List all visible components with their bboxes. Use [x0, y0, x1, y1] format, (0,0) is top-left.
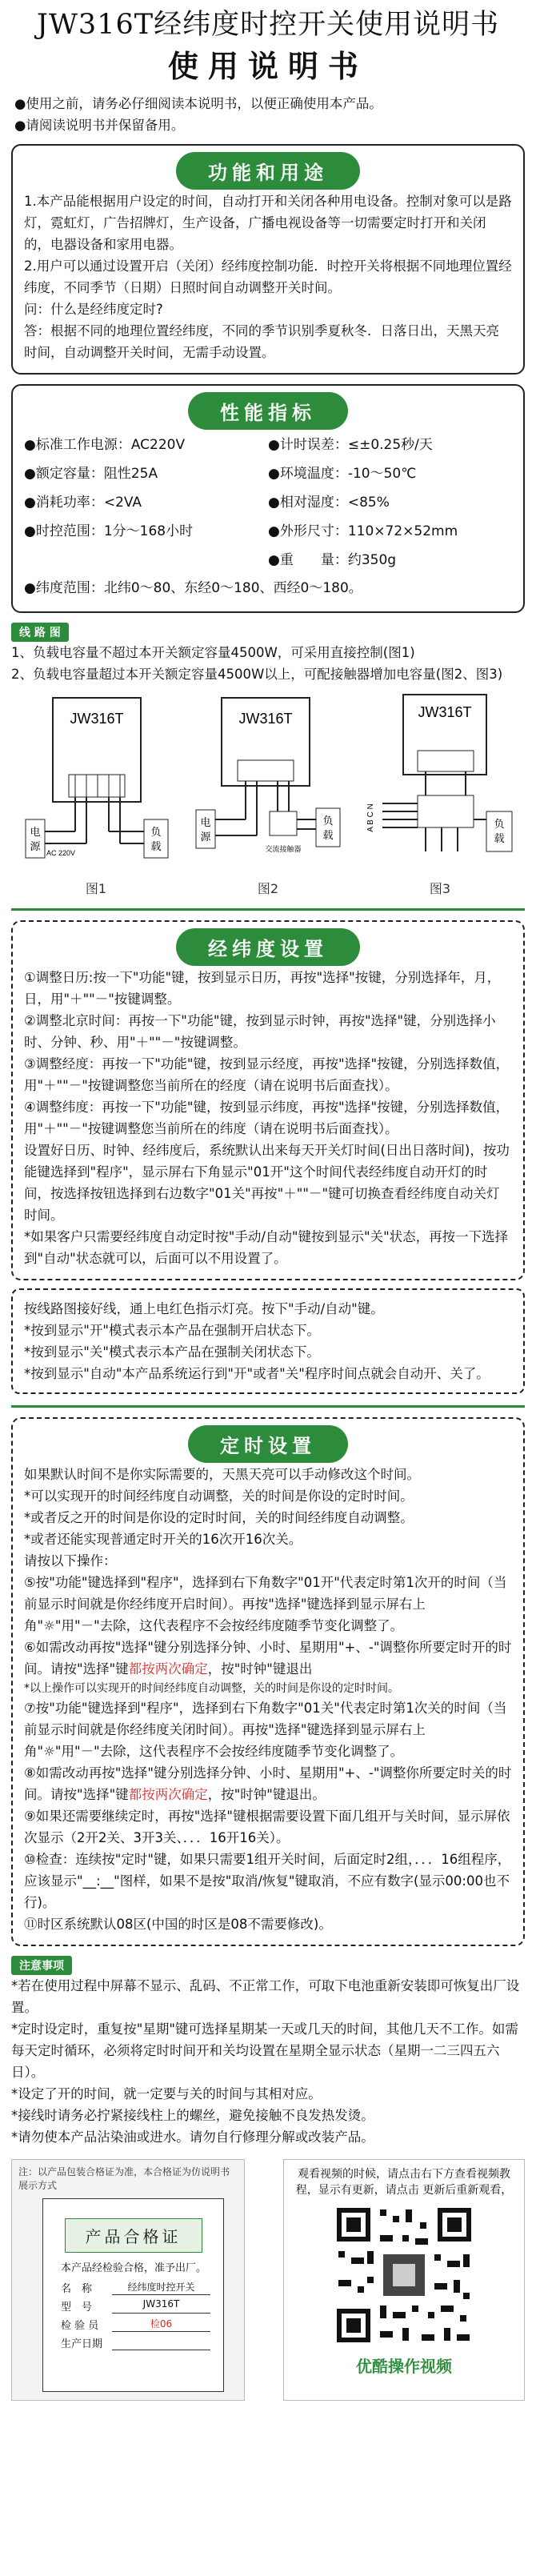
latlon-note: *如果客户只需要经纬度自动定时按"手动/自动"键按到显示"关"状态，再按一下选择到"自动"状态就可以，后面可以不用设置了。: [24, 1229, 509, 1266]
note-item: *若在使用过程中屏幕不显示、乱码、不正常工作，可取下电池重新安装即可恢复出厂设置。: [11, 1978, 520, 2015]
diagram-1-drawing: [18, 691, 174, 875]
spec-item: ●重 量：约350g: [268, 552, 397, 568]
timer-heading: 定时设置: [188, 1425, 348, 1463]
latlon-step: ③调整经度：再按一下"功能"键，按到显示经度，再按"选择"按键，分别选择数值，用"＋""－"按键调整您当前所在的经度（请在说明书后面查找）。: [24, 1056, 510, 1093]
latlon-heading: 经纬度设置: [176, 928, 360, 966]
video-qr[interactable]: [283, 2159, 525, 2401]
note-item: *请勿使本产品沾染油或进水。请勿自行修理分解或改装产品。: [11, 2129, 374, 2145]
diagram-voltage-label: AC 220V: [46, 849, 76, 857]
spec-item: ●外形尺寸：110×72×52mm: [268, 523, 458, 539]
diagram-contactor-label: 交流接触器: [265, 845, 302, 853]
timer-intro: *或者反之开的时间是你设的定时时间，关的时间经纬度自动调整。: [24, 1510, 414, 1525]
notes-tag: 注意事项: [11, 1956, 72, 1975]
note-item: *设定了开的时间，就一定要与关的时间与其相对应。: [11, 2086, 322, 2101]
diagram-2-drawing: [190, 691, 346, 875]
certificate-desc: 本产品经检验合格，准予出厂。: [61, 2262, 207, 2274]
diagram-model-label: JW316T: [70, 711, 124, 727]
manual-line: *按到显示"开"模式表示本产品在强制开启状态下。: [24, 1323, 320, 1338]
bottom-area: [11, 2159, 525, 2401]
wiring-diagram-2: [190, 691, 346, 897]
spec-item: ●额定容量：阻性25A: [24, 466, 158, 482]
timer-intro: *可以实现开的时间经纬度自动调整，关的时间是你设的定时时间。: [24, 1488, 414, 1504]
video-text: 观看视频的时候，请点击右下方查看视频教程，显示有更新，请点击 更新后重新观看，: [295, 2168, 513, 2197]
latlon-step: ①调整日历:按一下"功能"键，按到显示日历，再按"选择"按键，分别选择年，月，日，用"＋""－"按键调整。: [24, 970, 501, 1007]
divider: [11, 1405, 525, 1408]
spec-item: ●相对湿度：<85%: [268, 495, 390, 511]
note-item: *接线时请务必拧紧接线柱上的螺丝，避免接触不良发热发烫。: [11, 2108, 374, 2123]
timer-intro: 如果默认时间不是你实际需要的，天黑天亮可以手动修改这个时间。: [24, 1467, 420, 1482]
timer-step-8: ⑧如需改动再按"选择"键分别选择分钟、小时、星期用"+、-"调整你所要定时关的时间。请按"选择"键都按两次确定，按"时钟"键退出。: [24, 1765, 512, 1802]
intro: [0, 86, 536, 136]
timer-note: *以上操作可以实现开的时间经纬度自动调整，关的时间是你设的定时时间。: [24, 1682, 399, 1695]
intro-line: ●请阅读说明书并保留备用。: [14, 118, 185, 133]
manual-line: 按线路图接好线，通上电红色指示灯亮。按下"手动/自动"键。: [24, 1301, 384, 1316]
svg-text:负: 负: [322, 815, 334, 827]
svg-text:负: 负: [494, 818, 505, 830]
certificate-row: 生产日期: [43, 2332, 223, 2350]
timer-intro: *或者还能实现普通定时开关的16次开16次关。: [24, 1532, 302, 1547]
diagram-phases-label: A B C N: [366, 803, 375, 832]
spec-item: ●消耗功率：<2VA: [24, 495, 142, 511]
spec-item: ●计时误差：≤±0.25秒/天: [268, 437, 433, 453]
svg-text:电: 电: [200, 816, 211, 828]
video-caption: 优酷操作视频: [356, 2357, 452, 2376]
latlon-note: 设置好日历、时钟、经纬度后，系统默认出来每天开关灯时间(日出日落时间)，按功能键选择到"程序"，显示屏右下角显示"01开"这个时间代表经纬度自动开灯的时间，按选择按钮选择到右边数字"01关"再按"＋""－"键可切换查看经纬度自动关灯时间。: [24, 1143, 510, 1223]
diagram-3-drawing: [362, 691, 518, 875]
timer-step-7: ⑦按"功能"键选择到"程序"，选择到右下角数字"01关"代表定时第1次关的时间（当前显示时间就是你经纬度关闭时间）。再按"选择"键选择到显示屏右上角"☼"用"－"去除，这代表程序不会按经纬度随季节变化调整了。: [24, 1701, 507, 1759]
manual-line: *按到显示"自动"本产品系统运行到"开"或者"关"程序时间点就会自动开、关了。: [24, 1366, 490, 1381]
function-item: 2.用户可以通过设置开启（关闭）经纬度控制功能．时控开关将根据不同地理位置经纬度，不同季节（日期）日照时间自动调整开关时间。: [24, 258, 512, 295]
latlon-step: ②调整北京时间：再按一下"功能"键，按到显示时钟，再按"选择"键，分别选择小时、分钟、秒、用"＋""－"按键调整。: [24, 1013, 496, 1050]
performance-section: [11, 384, 525, 613]
performance-heading: 性能指标: [188, 392, 348, 430]
certificate-note: 注：以产品包装合格证为准，本合格证为仿说明书展示方式: [18, 2166, 230, 2191]
timer-intro: 请按以下操作：: [24, 1553, 117, 1568]
svg-text:源: 源: [200, 831, 211, 843]
certificate-row: 检 验 员 检06: [43, 2314, 223, 2332]
spec-range: ●纬度范围：北纬0～80、东经0～180、西经0～180。: [24, 580, 362, 596]
function-answer: 答：根据不同的地理位置经纬度，不同的季节识别季夏秋冬．日落日出，天黑天亮时间，自动调整开关时间，无需手动设置。: [24, 323, 499, 360]
timer-section: [11, 1417, 525, 1946]
function-question: 问：什么是经纬度定时?: [24, 302, 163, 317]
diagram-caption: 图1: [85, 881, 107, 896]
certificate-row: 型 号 JW316T: [43, 2295, 223, 2314]
sun-icon: ☼: [43, 1744, 55, 1759]
svg-text:源: 源: [30, 840, 41, 852]
manual-line: *按到显示"关"模式表示本产品在强制关闭状态下。: [24, 1344, 320, 1360]
diagram-caption: 图3: [429, 881, 451, 896]
certificate-row: 名 称 经纬度时控开关: [43, 2277, 223, 2295]
svg-text:载: 载: [322, 829, 334, 841]
svg-text:负: 负: [150, 826, 162, 838]
spec-item: ●时控范围：1分～168小时: [24, 523, 194, 539]
svg-text:载: 载: [494, 832, 505, 844]
spec-item: ●标准工作电源：AC220V: [24, 437, 186, 453]
timer-step-9: ⑨如果还需要继续定时，再按"选择"键根据需要设置下面几组开与关时间，显示屏依次显示（2开2关、3开3关、．．．16开16关）。: [24, 1809, 510, 1845]
note-item: *定时设定时，重复按"星期"键可选择星期某一天或几天的时间，其他几天不工作。如需每天定时循环，必须将定时时间开和关均设置在星期全显示状态（星期一二三四五六日）。: [11, 2021, 518, 2080]
svg-text:载: 载: [150, 840, 162, 852]
wiring-tag: 线 路 图: [11, 623, 69, 642]
manual-auto-section: [11, 1288, 525, 1394]
wiring-item: 1、负载电容量不超过本开关额定容量4500W，可采用直接控制(图1): [11, 645, 415, 660]
wiring-item: 2、负载电容量超过本开关额定容量4500W以上，可配接触器增加电容量(图2、图3): [11, 667, 503, 682]
latlon-section: [11, 920, 525, 1280]
timer-step-6: ⑥如需改动再按"选择"键分别选择分钟、小时、星期用"+、-"调整你所要定时开的时间。请按"选择"键都按两次确定，按"时钟"键退出: [24, 1640, 512, 1677]
certificate-card: [42, 2198, 224, 2392]
diagram-caption: 图2: [257, 881, 279, 896]
function-item: 1.本产品能根据用户设定的时间，自动打开和关闭各种用电设备。控制对象可以是路灯，霓虹灯，广告招牌灯，生产设备，广播电视设备等一切需要定时打开和关闭的，电器设备和家用电器。: [24, 194, 512, 252]
timer-step-10: ⑩检查：连续按"定时"键，如果只需要1组开关时间，后面定时2组，．．．16组程序，应该显示"__:__"图样，如果不是按"取消/恢复"键取消，不应有数字(显示00:00也不行)。: [24, 1852, 511, 1910]
document-title: JW316T经纬度时控开关使用说明书: [36, 9, 500, 41]
document-subtitle: 使用说明书: [167, 49, 368, 84]
qr-code-icon[interactable]: [332, 2203, 476, 2347]
wiring-diagram-1: [18, 691, 174, 897]
spec-item: ●环境温度：-10～50℃: [268, 466, 417, 482]
diagram-model-label: JW316T: [418, 704, 472, 720]
diagram-model-label: JW316T: [238, 711, 293, 727]
divider: [11, 908, 525, 911]
certificate-title: 产品合格证: [65, 2218, 202, 2253]
timer-step-11: ⑪时区系统默认08区(中国的时区是08不需要修改)。: [24, 1917, 332, 1932]
function-heading: 功能和用途: [176, 152, 360, 190]
latlon-step: ④调整纬度：再按一下"功能"键，按到显示纬度，再按"选择"按键，分别选择数值，用"＋""－"按键调整您当前所在的纬度（请在说明书后面查找）。: [24, 1100, 510, 1136]
wiring-diagram-3: [362, 691, 518, 897]
timer-step-5: ⑤按"功能"键选择到"程序"，选择到右下角数字"01开"代表定时第1次开的时间（当前显示时间就是你经纬度开启时间）。再按"选择"键选择到显示屏右上角"☼"用"－"去除，这代表程序不会按经纬度随季节变化调整了。: [24, 1575, 507, 1633]
function-section: [11, 144, 525, 375]
svg-text:电: 电: [30, 826, 41, 838]
intro-line: ●使用之前，请务必仔细阅读本说明书，以便正确使用本产品。: [14, 96, 382, 111]
sun-icon: ☼: [43, 1618, 55, 1633]
wiring-section: [11, 623, 525, 897]
certificate: [11, 2159, 245, 2401]
notes-section: [11, 1956, 525, 2148]
